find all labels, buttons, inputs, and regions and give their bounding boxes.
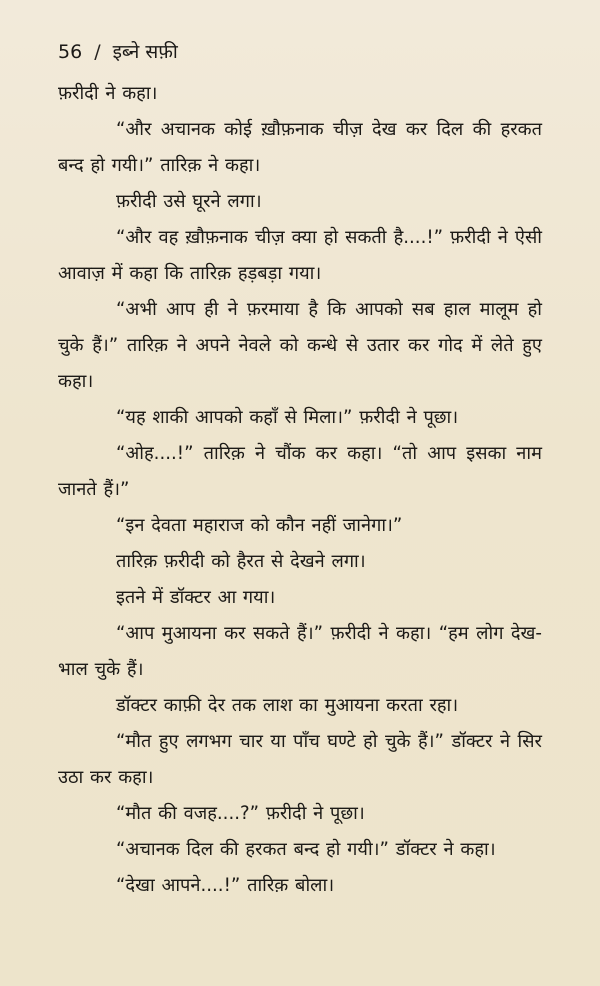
paragraph-11: “आप मुआयना कर सकते हैं।” फ़रीदी ने कहा। “हम लोग देख-भाल चुके हैं। xyxy=(58,623,542,680)
paragraph-5: “अभी आप ही ने फ़रमाया है कि आपको सब हाल मालूम हो चुके हैं।” तारिक़ ने अपने नेवले को कन्धे से उतार कर गोद में लेते हुए कहा। xyxy=(58,299,542,392)
body-text xyxy=(58,76,542,904)
header-separator: / xyxy=(94,41,101,63)
page-header xyxy=(58,40,542,76)
paragraph-1: फ़रीदी ने कहा। xyxy=(58,83,158,104)
paragraph-2: “और अचानक कोई ख़ौफ़नाक चीज़ देख कर दिल की हरकत बन्द हो गयी।” तारिक़ ने कहा। xyxy=(58,119,542,176)
page-number: 56 xyxy=(58,41,83,63)
paragraph-8: “इन देवता महाराज को कौन नहीं जानेगा।” xyxy=(116,515,403,536)
paragraph-10: इतने में डॉक्टर आ गया। xyxy=(116,587,276,608)
paragraph-16: “देखा आपने....!” तारिक़ बोला। xyxy=(116,875,335,896)
paragraph-15: “अचानक दिल की हरकत बन्द हो गयी।” डॉक्टर ने कहा। xyxy=(116,839,496,860)
paragraph-13: “मौत हुए लगभग चार या पाँच घण्टे हो चुके हैं।” डॉक्टर ने सिर उठा कर कहा। xyxy=(58,731,542,788)
paragraph-7: “ओह....!” तारिक़ ने चौंक कर कहा। “तो आप इसका नाम जानते हैं।” xyxy=(58,443,542,500)
paragraph-9: तारिक़ फ़रीदी को हैरत से देखने लगा। xyxy=(116,551,366,572)
paragraph-4: “और वह ख़ौफ़नाक चीज़ क्या हो सकती है....!” फ़रीदी ने ऐसी आवाज़ में कहा कि तारिक़ हड़बड़ा गया। xyxy=(58,227,542,284)
paragraph-12: डॉक्टर काफ़ी देर तक लाश का मुआयना करता रहा। xyxy=(116,695,459,716)
paragraph-6: “यह शाकी आपको कहाँ से मिला।” फ़रीदी ने पूछा। xyxy=(116,407,459,428)
running-title: इब्ने सफ़ी xyxy=(112,41,178,63)
paragraph-14: “मौत की वजह....?” फ़रीदी ने पूछा। xyxy=(116,803,365,824)
paragraph-3: फ़रीदी उसे घूरने लगा। xyxy=(116,191,262,212)
